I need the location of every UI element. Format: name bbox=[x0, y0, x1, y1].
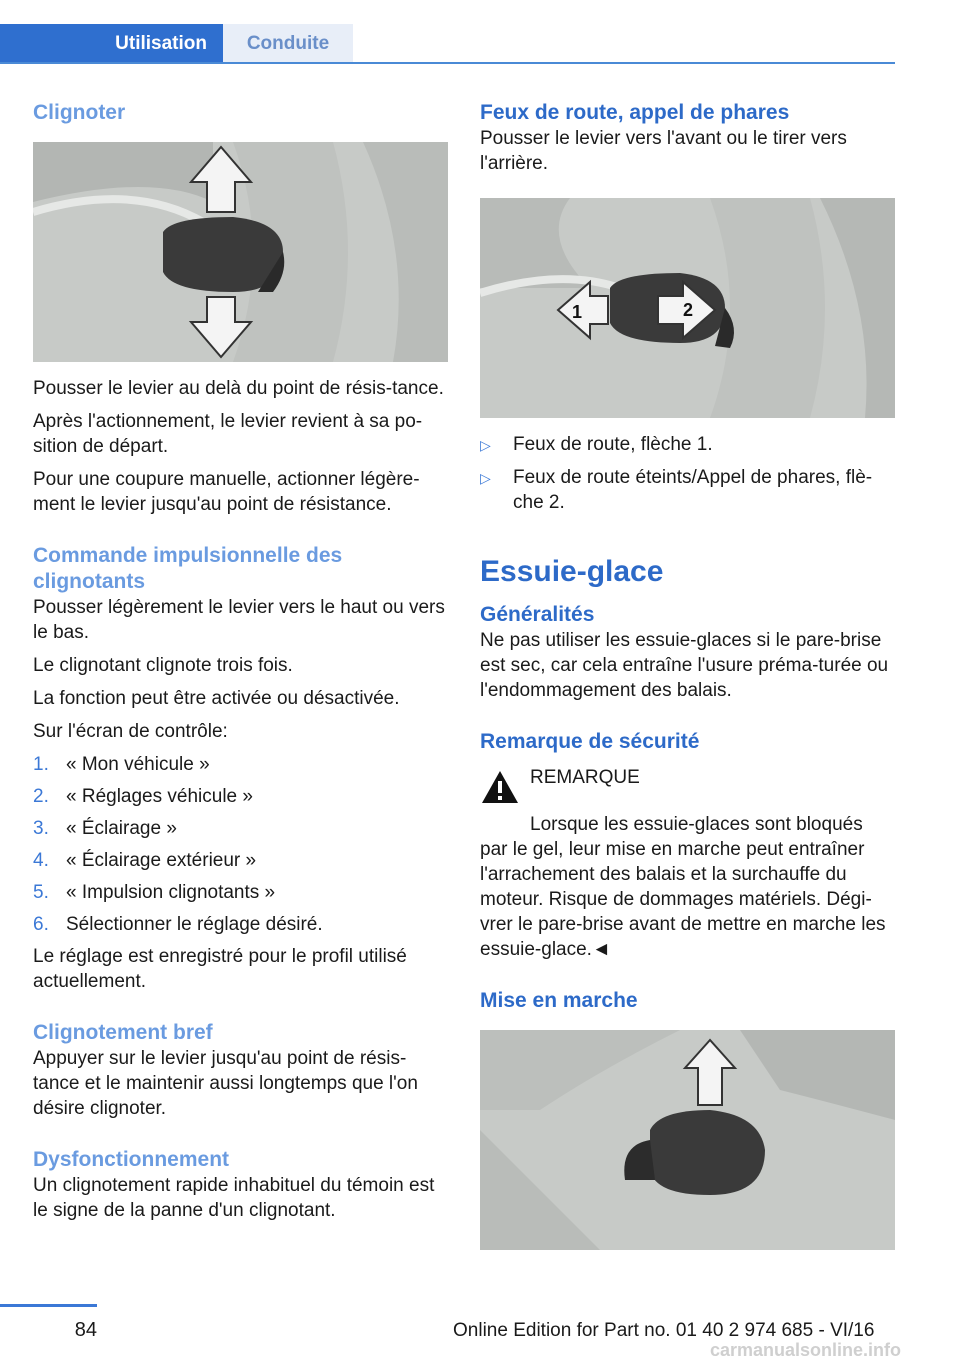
warning-text: Lorsque les essuie-glaces sont bloqués par le gel, leur mise en marche peut entraîner l'arrachement des balais et la surchauffe du moteur. Risque de dommages matériels. Dégi-vrer le pare-brise avant de mettre en marche les essuie-glace.◄ bbox=[480, 814, 886, 960]
heading-dysfonctionnement: Dysfonctionnement bbox=[33, 1148, 230, 1171]
triangle-bullet-icon: ▷ bbox=[480, 470, 491, 486]
bullet-list bbox=[480, 432, 895, 515]
list-item: 2. « Réglages véhicule » bbox=[33, 786, 253, 807]
warning-title: REMARQUE bbox=[530, 767, 640, 788]
edition-note: Online Edition for Part no. 01 40 2 974 685 - VI/16 bbox=[453, 1320, 875, 1341]
heading-essuie-glace: Essuie-glace bbox=[480, 555, 664, 588]
watermark: carmanualsonline.info bbox=[710, 1340, 902, 1360]
paragraph: Pousser le levier vers l'avant ou le tirer vers l'arrière. bbox=[480, 128, 847, 174]
heading-remarque-securite: Remarque de sécurité bbox=[480, 730, 700, 753]
heading-mise-en-marche: Mise en marche bbox=[480, 989, 638, 1012]
paragraph: Pousser le levier au delà du point de résis-tance. bbox=[33, 378, 444, 399]
heading-clignoter: Clignoter bbox=[33, 101, 126, 124]
paragraph: Sur l'écran de contrôle: bbox=[33, 721, 228, 742]
paragraph: Le clignotant clignote trois fois. bbox=[33, 655, 293, 676]
paragraph: La fonction peut être activée ou désactivée. bbox=[33, 688, 400, 709]
tab-conduite[interactable]: Conduite bbox=[223, 24, 353, 62]
footer-rule bbox=[0, 1304, 97, 1307]
paragraph: Le réglage est enregistré pour le profil utilisé actuellement. bbox=[33, 946, 407, 992]
list-item: 1. « Mon véhicule » bbox=[33, 754, 210, 775]
list-item: 3. « Éclairage » bbox=[33, 818, 177, 839]
heading-feux-de-route: Feux de route, appel de phares bbox=[480, 101, 790, 124]
list-item: ▷ Feux de route éteints/Appel de phares, flè-che 2. bbox=[480, 467, 873, 513]
header-tabs bbox=[0, 24, 895, 64]
figure-wiper-lever bbox=[480, 1030, 895, 1250]
right-column bbox=[480, 100, 895, 1250]
list-item: ▷ Feux de route, flèche 1. bbox=[480, 432, 895, 458]
warning-block bbox=[480, 765, 895, 962]
paragraph: Pousser légèrement le levier vers le haut ou vers le bas. bbox=[33, 597, 445, 643]
list-item: 6. Sélectionner le réglage désiré. bbox=[33, 914, 323, 935]
triangle-bullet-icon: ▷ bbox=[480, 437, 491, 453]
left-column bbox=[33, 100, 448, 1231]
page-number: 84 bbox=[74, 1319, 97, 1341]
paragraph: Pour une coupure manuelle, actionner légère-ment le levier jusqu'au point de résistance. bbox=[33, 469, 420, 515]
figure-high-beam-lever bbox=[480, 198, 895, 418]
paragraph: Un clignotement rapide inhabituel du témoin est le signe de la panne d'un clignotant. bbox=[33, 1175, 435, 1221]
paragraph: Après l'actionnement, le levier revient à sa po-sition de départ. bbox=[33, 411, 423, 457]
list-item: 4. « Éclairage extérieur » bbox=[33, 850, 257, 871]
heading-clignotement-bref: Clignotement bref bbox=[33, 1021, 213, 1044]
heading-generalites: Généralités bbox=[480, 603, 595, 626]
warning-triangle-icon bbox=[480, 765, 530, 812]
paragraph: Appuyer sur le levier jusqu'au point de résis-tance et le maintenir aussi longtemps que l'on désire clignoter. bbox=[33, 1048, 418, 1119]
figure-label-1: 1 bbox=[572, 302, 583, 322]
heading-commande-impulsionnelle: Commande impulsionnelle des clignotants bbox=[33, 544, 343, 593]
figure-turn-signal-lever bbox=[33, 142, 448, 362]
steps-list bbox=[33, 752, 448, 937]
list-item: 5. « Impulsion clignotants » bbox=[33, 882, 276, 903]
paragraph: Ne pas utiliser les essuie-glaces si le pare-brise est sec, car cela entraîne l'usure préma-turée ou l'endommagement des balais. bbox=[480, 630, 889, 701]
tab-utilisation[interactable]: Utilisation bbox=[0, 24, 223, 62]
figure-label-2: 2 bbox=[683, 300, 694, 320]
